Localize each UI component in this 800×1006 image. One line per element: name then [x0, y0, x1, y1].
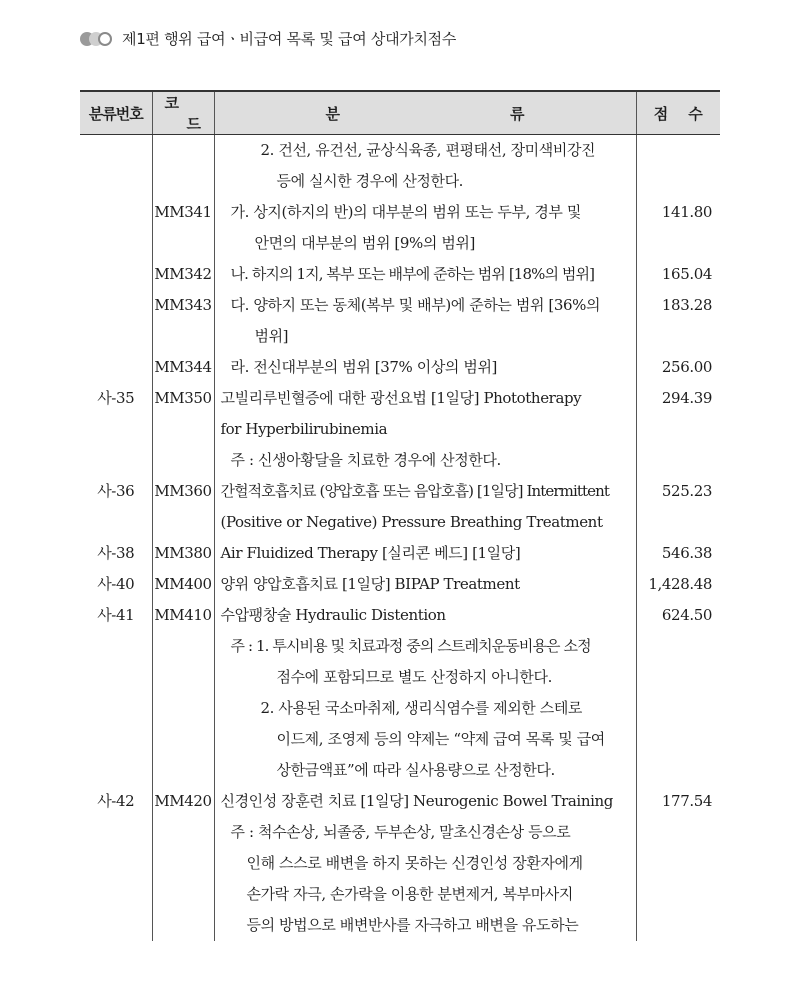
column-header-number: 분류번호 — [80, 91, 152, 135]
description-line: 양위 양압호흡치료 [1일당] BIPAP Treatment — [220, 575, 520, 593]
row-code: MM410 — [152, 600, 214, 786]
row-code: MM342 — [152, 259, 214, 290]
description-line: 가. 상지(하지의 반)의 대부분의 범위 또는 두부, 경부 및 — [230, 203, 581, 221]
description-line: 나. 하지의 1지, 복부 또는 배부에 준하는 범위 [18%의 범위] — [230, 265, 595, 283]
row-score: 256.00 — [636, 352, 720, 383]
column-header-description — [214, 91, 636, 135]
row-score: 165.04 — [636, 259, 720, 290]
description-note: 이드제, 조영제 등의 약제는 “약제 급여 목록 및 급여 — [276, 730, 605, 748]
row-code: MM350 — [152, 383, 214, 476]
column-header-code — [152, 91, 214, 135]
description-note: 상한금액표”에 따라 실사용량으로 산정한다. — [276, 761, 555, 779]
column-header-desc-a: 분 — [325, 104, 340, 123]
description-note: 주 : 1. 투시비용 및 치료과정 중의 스트레치운동비용은 소정 — [230, 637, 591, 655]
row-score: 1,428.48 — [636, 569, 720, 600]
table-row — [80, 290, 720, 352]
description-line: 라. 전신대부분의 범위 [37% 이상의 범위] — [230, 358, 498, 376]
description-line: 수압팽창술 Hydraulic Distention — [220, 606, 446, 624]
table-row — [80, 538, 720, 569]
page-header — [80, 28, 456, 49]
description-line: 간헐적호흡치료 (양압호흡 또는 음압호흡) [1일당] Intermittent — [220, 482, 610, 500]
page-header-title: 제1편 행위 급여ㆍ비급여 목록 및 급여 상대가치점수 — [122, 30, 457, 48]
row-number: 사-42 — [97, 792, 135, 810]
description-note: 2. 사용된 국소마취제, 생리식염수를 제외한 스테로 — [260, 699, 583, 717]
row-code: MM380 — [152, 538, 214, 569]
row-description — [214, 569, 636, 600]
row-score: 141.80 — [636, 197, 720, 259]
table-row — [80, 197, 720, 259]
row-number: 사-36 — [97, 482, 135, 500]
row-number — [80, 352, 152, 383]
row-description — [214, 352, 636, 383]
description-line: 2. 건선, 유건선, 균상식육종, 편평태선, 장미색비강진 — [260, 141, 596, 159]
row-code: MM341 — [152, 197, 214, 259]
row-description — [214, 135, 636, 198]
column-header-code-a: 코 — [164, 94, 179, 112]
description-line: for Hyperbilirubinemia — [220, 420, 388, 438]
row-score: 525.23 — [636, 476, 720, 538]
row-number: 사-35 — [97, 389, 135, 407]
description-line: (Positive or Negative) Pressure Breathing Treatment — [220, 513, 603, 531]
row-description — [214, 197, 636, 259]
column-header-code-b: 드 — [186, 115, 201, 133]
description-note: 점수에 포함되므로 별도 산정하지 아니한다. — [276, 668, 552, 686]
row-code: MM343 — [152, 290, 214, 352]
column-header-score — [636, 91, 720, 135]
row-code: MM420 — [152, 786, 214, 941]
table-row — [80, 352, 720, 383]
row-code — [152, 135, 214, 198]
table-row — [80, 569, 720, 600]
column-header-desc-b: 류 — [510, 104, 525, 123]
row-description — [214, 538, 636, 569]
column-header-score-a: 점 — [653, 104, 669, 123]
description-line: 신경인성 장훈련 치료 [1일당] Neurogenic Bowel Training — [220, 792, 613, 810]
row-number — [80, 197, 152, 259]
description-line: Air Fluidized Therapy [실리콘 베드] [1일당] — [220, 544, 521, 562]
description-line: 다. 양하지 또는 동체(복부 및 배부)에 준하는 범위 [36%의 — [230, 296, 601, 314]
row-description — [214, 600, 636, 786]
table-row — [80, 476, 720, 538]
row-number — [80, 290, 152, 352]
row-number — [80, 259, 152, 290]
description-note: 등의 방법으로 배변반사를 자극하고 배변을 유도하는 — [246, 916, 579, 934]
row-number: 사-40 — [97, 575, 135, 593]
description-line: 등에 실시한 경우에 산정한다. — [276, 172, 464, 190]
description-line: 고빌리루빈혈증에 대한 광선요법 [1일당] Phototherapy — [220, 389, 582, 407]
row-score: 546.38 — [636, 538, 720, 569]
fee-table — [80, 90, 720, 941]
table-row — [80, 259, 720, 290]
row-description — [214, 786, 636, 941]
row-description — [214, 259, 636, 290]
table-row — [80, 383, 720, 476]
description-note: 손가락 자극, 손가락을 이용한 분변제거, 복부마사지 — [246, 885, 573, 903]
row-code: MM344 — [152, 352, 214, 383]
row-score: 294.39 — [636, 383, 720, 476]
row-number: 사-41 — [97, 606, 135, 624]
row-code: MM400 — [152, 569, 214, 600]
three-circles-icon — [80, 31, 114, 47]
description-line: 범위] — [254, 327, 289, 345]
row-score — [636, 135, 720, 198]
row-description — [214, 383, 636, 476]
row-score: 624.50 — [636, 600, 720, 786]
description-note: 주 : 신생아황달을 치료한 경우에 산정한다. — [230, 451, 501, 469]
row-score: 183.28 — [636, 290, 720, 352]
row-code: MM360 — [152, 476, 214, 538]
description-line: 안면의 대부분의 범위 [9%의 범위] — [254, 234, 475, 252]
row-description — [214, 476, 636, 538]
table-header-row — [80, 91, 720, 135]
description-note: 주 : 척수손상, 뇌졸중, 두부손상, 말초신경손상 등으로 — [230, 823, 571, 841]
description-note: 인해 스스로 배변을 하지 못하는 신경인성 장환자에게 — [246, 854, 583, 872]
table-row — [80, 786, 720, 941]
table-row — [80, 135, 720, 198]
row-number: 사-38 — [97, 544, 135, 562]
table-row — [80, 600, 720, 786]
row-description — [214, 290, 636, 352]
row-score: 177.54 — [636, 786, 720, 941]
row-number — [80, 135, 152, 198]
column-header-score-b: 수 — [688, 104, 703, 123]
